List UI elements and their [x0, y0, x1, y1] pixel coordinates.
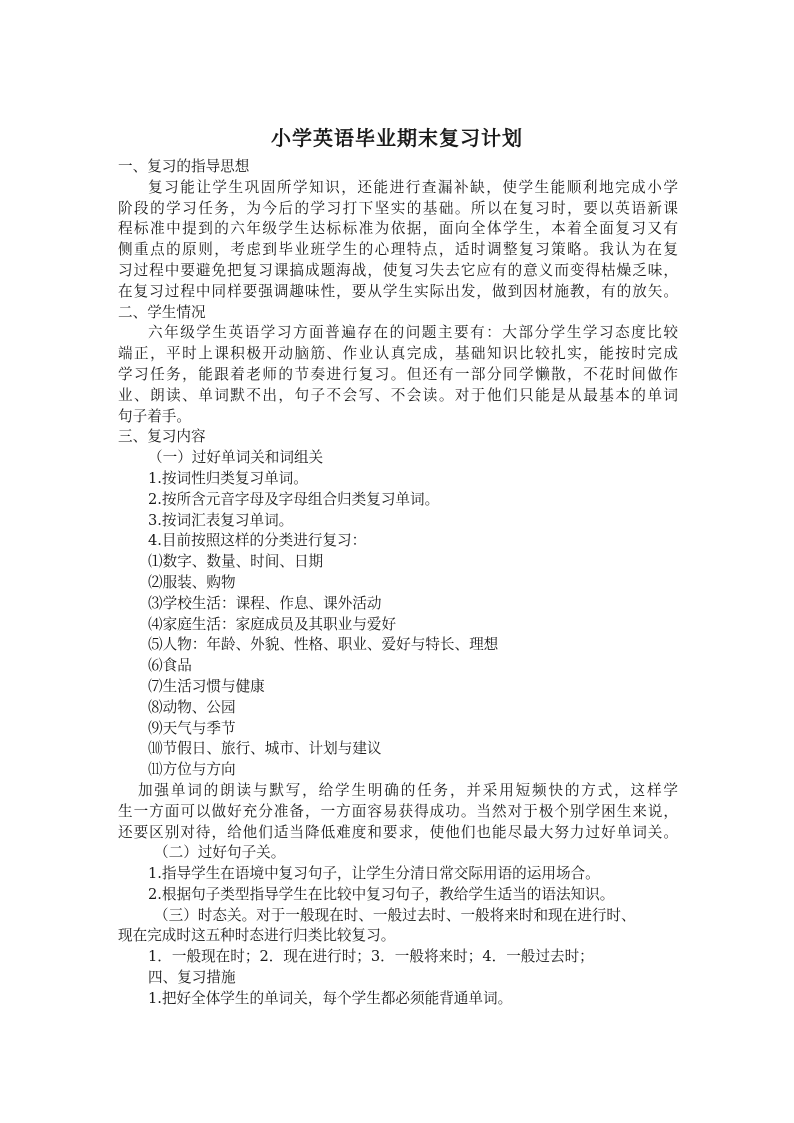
text-line: 三、复习内容	[118, 428, 206, 446]
text-line: 句子着手。	[118, 407, 191, 425]
text-line: 四、复习措施	[148, 969, 236, 987]
text-line: 现在完成时这五种时态进行归类比较复习。	[118, 927, 396, 945]
text-line: 复习能让学生巩固所学知识，还能进行查漏补缺，使学生能顺利地完成小学	[148, 178, 678, 196]
text-line: 3.按词汇表复习单词。	[148, 511, 294, 529]
text-line: （二）过好句子关。	[154, 844, 286, 862]
text-line: ⑷家庭生活：家庭成员及其职业与爱好	[148, 615, 397, 633]
text-line: 程标准中提到的六年级学生达标标准为依据，面向全体学生，本着全面复习又有	[118, 220, 678, 238]
text-line: 还要区别对待，给他们适当降低难度和要求，使他们也能尽最大努力过好单词关。	[118, 823, 678, 841]
text-line: 业、朗读、单词默不出，句子不会写、不会读。对于他们只能是从最基本的单词	[118, 386, 678, 404]
text-line: ⑸人物：年龄、外貌、性格、职业、爱好与特长、理想	[148, 636, 499, 654]
text-line: 六年级学生英语学习方面普遍存在的问题主要有：大部分学生学习态度比较	[148, 324, 678, 342]
text-line: 在复习过程中同样要强调趣味性，要从学生实际出发，做到因材施教，有的放矢。	[118, 282, 678, 300]
text-line: 习过程中要避免把复习课搞成题海战，使复习失去它应有的意义而变得枯燥乏味，	[118, 261, 678, 279]
text-line: （一）过好单词关和词组关	[148, 449, 324, 467]
text-line: ⑹食品	[148, 657, 192, 675]
text-line: 1.按词性归类复习单词。	[148, 469, 308, 487]
text-line: ⑴数字、数量、时间、日期	[148, 553, 324, 571]
text-line: ⑼天气与季节	[148, 719, 236, 737]
text-line: ⑾方位与方向	[148, 761, 236, 779]
text-line: 4.目前按照这样的分类进行复习：	[148, 532, 367, 550]
text-line: ⑵服装、购物	[148, 573, 236, 591]
document-body	[118, 157, 678, 1010]
text-line: ⑺生活习惯与健康	[148, 677, 265, 695]
text-line: 生一方面可以做好充分准备，一方面容易获得成功。当然对于极个别学困生来说，	[118, 802, 678, 820]
text-line: 阶段的学习任务，为今后的学习打下坚实的基础。所以在复习时，要以英语新课	[118, 199, 678, 217]
text-line: 2.按所含元音字母及字母组合归类复习单词。	[148, 490, 440, 508]
text-line: 端正，平时上课积极开动脑筋、作业认真完成，基础知识比较扎实，能按时完成	[118, 345, 678, 363]
text-line: ⑶学校生活：课程、作息、课外活动	[148, 594, 382, 612]
page-title: 小学英语毕业期末复习计划	[271, 126, 523, 150]
text-line: 1.把好全体学生的单词关，每个学生都必须能背通单词。	[148, 989, 513, 1007]
text-line: 加强单词的朗读与默写，给学生明确的任务，并采用短频快的方式，这样学	[138, 781, 678, 799]
text-line: 一、复习的指导思想	[118, 158, 250, 175]
text-line: 1.指导学生在语境中复习句子，让学生分清日常交际用语的运用场合。	[148, 865, 600, 883]
text-line: 二、学生情况	[118, 303, 206, 321]
text-line: 学习任务，能跟着老师的节奏进行复习。但还有一部分同学懒散，不花时间做作	[118, 365, 678, 383]
text-line: 2.根据句子类型指导学生在比较中复习句子，教给学生适当的语法知识。	[148, 885, 615, 903]
text-line: ⑽节假日、旅行、城市、计划与建议	[148, 740, 382, 758]
text-line: 侧重点的原则，考虑到毕业班学生的心理特点，适时调整复习策略。我认为在复	[118, 241, 678, 259]
text-line: （三）时态关。对于一般现在时、一般过去时、一般将来时和现在进行时、	[154, 906, 636, 924]
text-line: ⑻动物、公园	[148, 698, 236, 716]
text-line: 1．一般现在时；2．现在进行时；3．一般将来时；4．一般过去时；	[148, 948, 594, 966]
